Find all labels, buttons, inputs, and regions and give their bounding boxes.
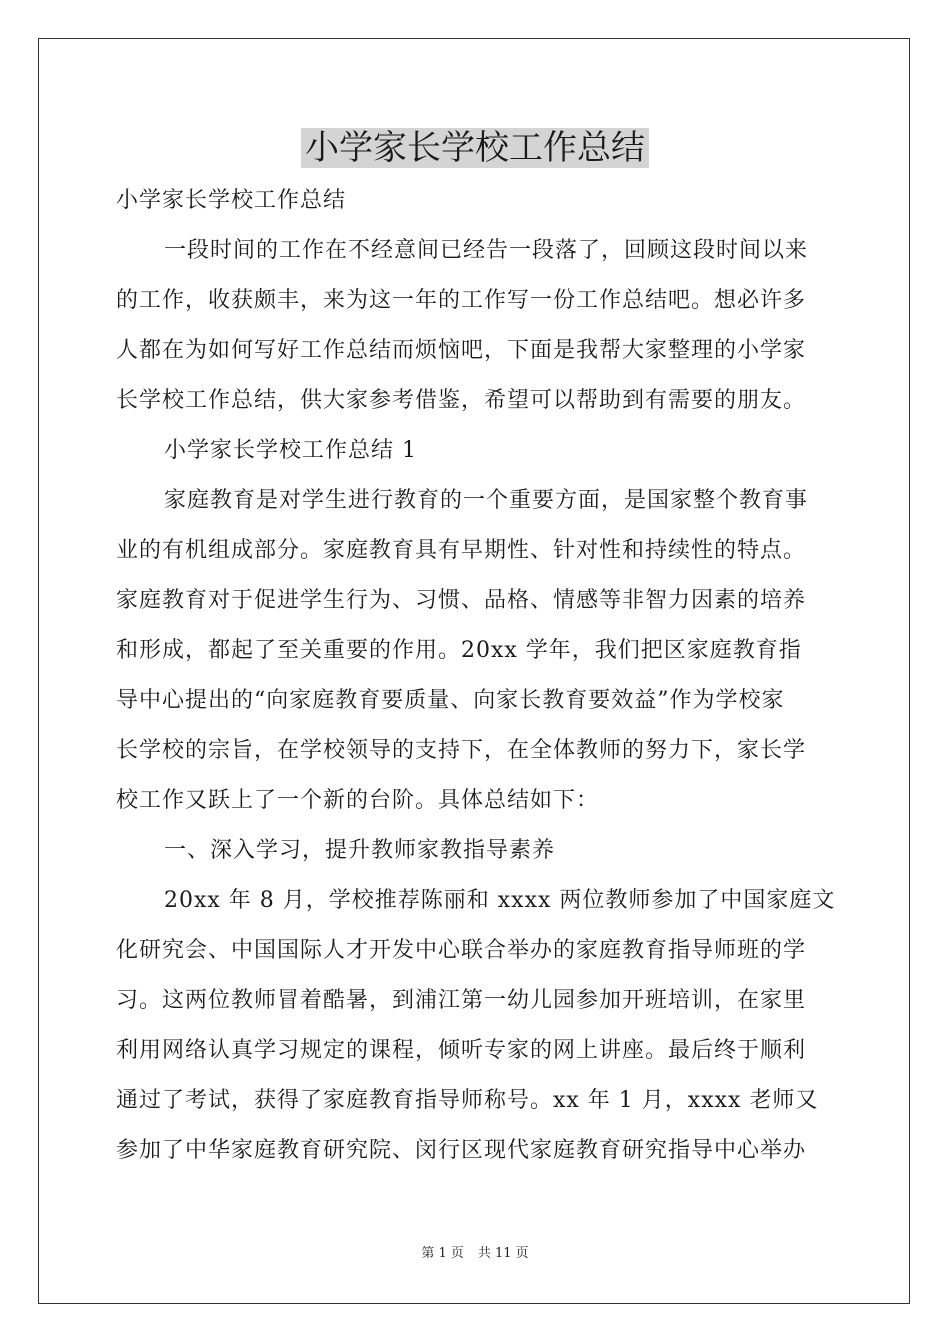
body-line: 化研究会、中国国际人才开发中心联合举办的家庭教育指导师班的学 — [116, 938, 807, 963]
document-title — [0, 120, 950, 176]
body-line: 小学家长学校工作总结 — [116, 188, 347, 213]
page-total: 共 11 页 — [477, 1246, 529, 1261]
body-line: 校工作又跃上了一个新的台阶。具体总结如下： — [116, 788, 600, 813]
body-line: 通过了考试，获得了家庭教育指导师称号。xx 年 1 月，xxxx 老师又 — [116, 1088, 819, 1113]
body-line: 导中心提出的“向家庭教育要质量、向家长教育要效益”作为学校家 — [116, 688, 785, 713]
section-heading: 小学家长学校工作总结 1 — [164, 438, 417, 463]
body-line: 参加了中华家庭教育研究院、闵行区现代家庭教育研究指导中心举办 — [116, 1138, 807, 1163]
document-body — [116, 176, 836, 1176]
page-footer — [0, 1244, 950, 1264]
body-line: 家庭教育对于促进学生行为、习惯、品格、情感等非智力因素的培养 — [116, 588, 807, 613]
body-line: 业的有机组成部分。家庭教育具有早期性、针对性和持续性的特点。 — [116, 538, 807, 563]
body-line: 长学校的宗旨，在学校领导的支持下，在全体教师的努力下，家长学 — [116, 738, 807, 763]
body-line: 长学校工作总结，供大家参考借鉴，希望可以帮助到有需要的朋友。 — [116, 388, 807, 413]
body-line: 一段时间的工作在不经意间已经告一段落了，回顾这段时间以来 — [164, 238, 809, 263]
body-line: 利用网络认真学习规定的课程，倾听专家的网上讲座。最后终于顺利 — [116, 1038, 807, 1063]
document-title-text: 小学家长学校工作总结 — [301, 128, 649, 168]
body-line: 的工作，收获颇丰，来为这一年的工作写一份工作总结吧。想必许多 — [116, 288, 807, 313]
section-heading: 一、深入学习，提升教师家教指导素养 — [164, 838, 556, 863]
body-line: 人都在为如何写好工作总结而烦恼吧，下面是我帮大家整理的小学家 — [116, 338, 807, 363]
page-number: 第 1 页 — [421, 1246, 464, 1261]
body-line: 家庭教育是对学生进行教育的一个重要方面，是国家整个教育事 — [164, 488, 809, 513]
body-line: 和形成，都起了至关重要的作用。20xx 学年，我们把区家庭教育指 — [116, 638, 802, 663]
body-line: 习。这两位教师冒着酷暑，到浦江第一幼儿园参加开班培训，在家里 — [116, 988, 807, 1013]
body-line: 20xx 年 8 月，学校推荐陈丽和 xxxx 两位教师参加了中国家庭文 — [164, 888, 836, 913]
